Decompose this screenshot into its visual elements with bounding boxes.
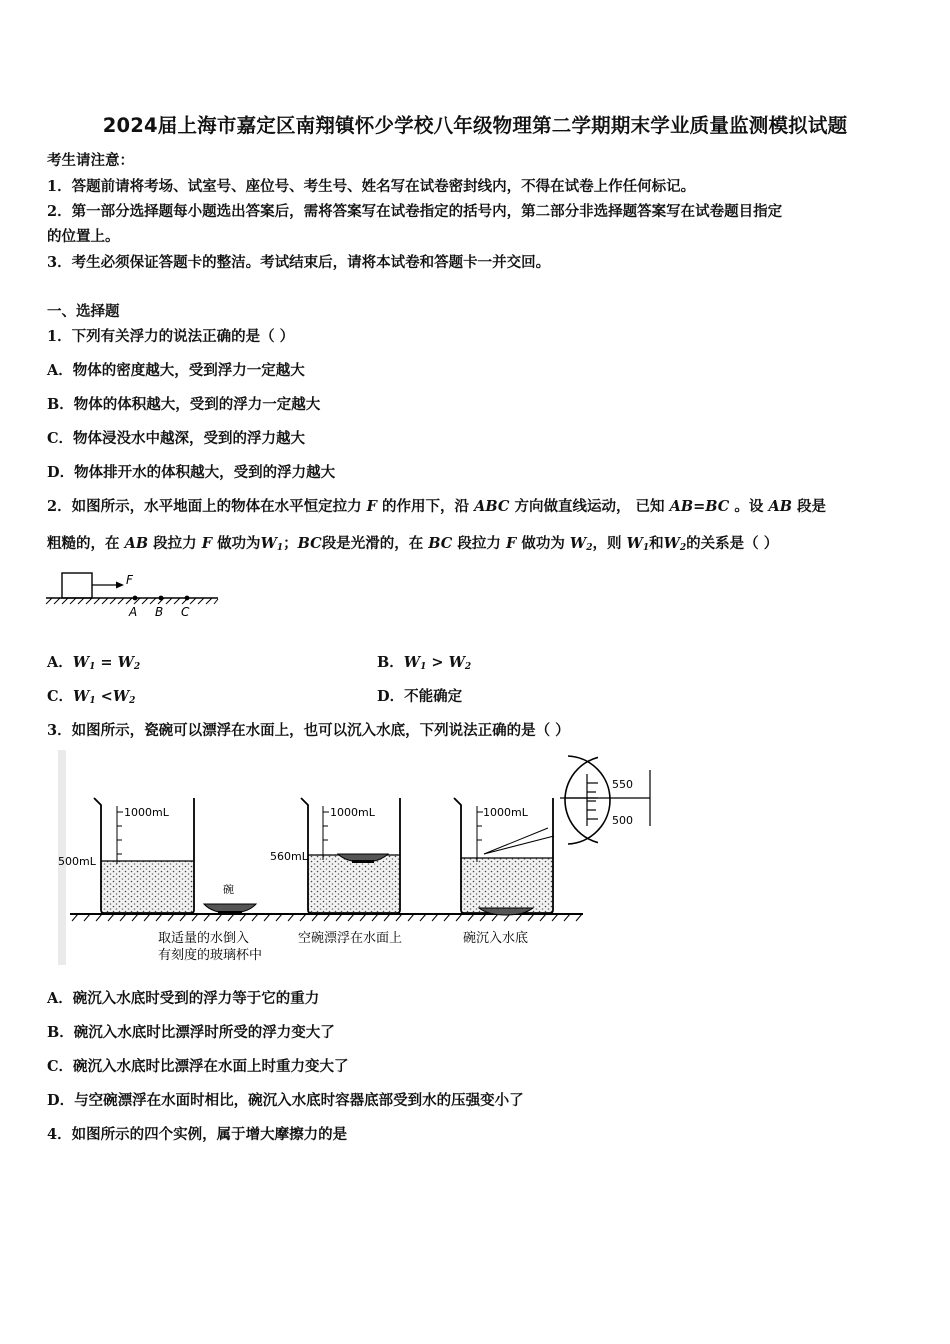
question-2-option-b: B．$W_1 > W_2$ (377, 654, 472, 672)
beaker-1-level: 500mL (58, 855, 96, 868)
beaker-1-capacity: 1000mL (124, 806, 169, 819)
q2-var-bc: BC (297, 535, 322, 552)
bowl-icon (204, 904, 256, 914)
question-3-option-d: D．与空碗漂浮在水面时相比，碗沉入水底时容器底部受到水的压强变小了 (47, 1092, 524, 1109)
q2-var-w2: $W_2$ (663, 535, 687, 553)
q2-var-abc: ABC (474, 498, 510, 515)
question-1-option-b: B．物体的体积越大，受到的浮力一定越大 (47, 396, 321, 413)
q2-var-ab: AB (768, 498, 792, 515)
q2-text: 和 (649, 535, 664, 552)
question-1-stem: 1．下列有关浮力的说法正确的是（ ） (47, 328, 295, 345)
q2-text: 2．如图所示，水平地面上的物体在水平恒定拉力 (47, 498, 362, 515)
point-a (133, 596, 138, 601)
beaker-1 (94, 798, 194, 913)
caption-1-line2: 有刻度的玻璃杯中 (158, 948, 263, 963)
q2-var-f: F (366, 498, 377, 515)
q2-text: ，则 (592, 535, 622, 552)
beaker-2-capacity: 1000mL (330, 806, 375, 819)
question-2-option-c: C．$W_1 <W_2$ (47, 688, 136, 706)
beaker-3-capacity: 1000mL (483, 806, 528, 819)
notice-item: 的位置上。 (47, 228, 120, 245)
q2-text: 做功为 (521, 535, 565, 552)
beaker-2-level: 560mL (270, 850, 308, 863)
notice-item: 3．考生必须保证答题卡的整洁。考试结束后，请将本试卷和答题卡一并交回。 (47, 254, 551, 271)
beaker-3 (454, 798, 554, 915)
question-1-option-a: A．物体的密度越大，受到浮力一定越大 (47, 362, 305, 379)
question-3-option-b: B．碗沉入水底时比漂浮时所受的浮力变大了 (47, 1024, 335, 1041)
ground-hatch (46, 598, 218, 604)
caption-1-line1: 取适量的水倒入 (158, 931, 250, 946)
beaker-2 (301, 798, 400, 913)
q2-text: 的作用下，沿 (382, 498, 470, 515)
section-heading: 一、选择题 (47, 303, 120, 320)
q2-var-w2: $W_2$ (569, 535, 593, 553)
q2-text: 的关系是（ ） (686, 535, 779, 552)
notice-item: 1．答题前请将考场、试室号、座位号、考生号、姓名写在试卷密封线内，不得在试卷上作任何标记。 (47, 178, 696, 195)
q2-text: 。设 (734, 498, 764, 515)
block (62, 573, 92, 598)
point-c (185, 596, 190, 601)
bowl-label: 碗 (223, 883, 234, 896)
q2-figure (44, 566, 224, 624)
caption-3: 碗沉入水底 (463, 931, 529, 946)
q2-text: ； (283, 535, 298, 552)
question-1-option-c: C．物体浸没水中越深，受到的浮力越大 (47, 430, 306, 447)
question-3-stem: 3．如图所示，瓷碗可以漂浮在水面上，也可以沉入水底，下列说法正确的是（ ） (47, 722, 570, 739)
zoom-label-550: 550 (612, 778, 633, 791)
arrow-head-icon (116, 582, 124, 589)
question-2-stem-line2 (47, 535, 778, 557)
q2-text: 方向做直线运动， 已知 (514, 498, 665, 515)
q2-var-w1: $W_1$ (260, 535, 284, 553)
label-f: F (126, 573, 133, 587)
q2-var-ab: AB (124, 535, 149, 552)
label-b: B (155, 605, 164, 619)
question-2-option-d: D．不能确定 (377, 688, 463, 705)
q2-text: 做功为 (217, 535, 261, 552)
q2-var-f: F (505, 535, 517, 552)
q2-text: 段是光滑的，在 (321, 535, 424, 552)
question-2-option-a: A．$W_1 = W_2$ (47, 654, 141, 672)
question-4-stem: 4．如图所示的四个实例，属于增大摩擦力的是 (47, 1126, 348, 1143)
notice-heading: 考生请注意： (47, 152, 134, 169)
question-1-option-d: D．物体排开水的体积越大，受到的浮力越大 (47, 464, 336, 481)
q2-var-w1: $W_1$ (626, 535, 650, 553)
q3-figure (58, 750, 598, 975)
page-title: 2024届上海市嘉定区南翔镇怀少学校八年级物理第二学期期末学业质量监测模拟试题 (102, 114, 848, 137)
caption-2: 空碗漂浮在水面上 (298, 931, 403, 946)
point-b (159, 596, 164, 601)
zoom-label-500: 500 (612, 814, 633, 827)
question-3-option-c: C．碗沉入水底时比漂浮在水面上时重力变大了 (47, 1058, 349, 1075)
notice-item: 2．第一部分选择题每小题选出答案后，需将答案写在试卷指定的括号内，第二部分非选择题答案写在试卷题目指定 (47, 203, 783, 220)
q2-text: 段拉力 (457, 535, 501, 552)
q2-var-bc: BC (428, 535, 453, 552)
q3-zoom-labels (560, 750, 670, 860)
label-c: C (181, 605, 190, 619)
q2-eq: AB=BC (669, 498, 730, 515)
q2-var-f: F (201, 535, 212, 552)
q2-text: 段拉力 (153, 535, 197, 552)
q2-text: 段是 (797, 498, 827, 515)
question-2-stem-line1 (47, 498, 826, 516)
question-3-option-a: A．碗沉入水底时受到的浮力等于它的重力 (47, 990, 320, 1007)
q2-text: 粗糙的，在 (47, 535, 120, 552)
label-a: A (129, 605, 138, 619)
